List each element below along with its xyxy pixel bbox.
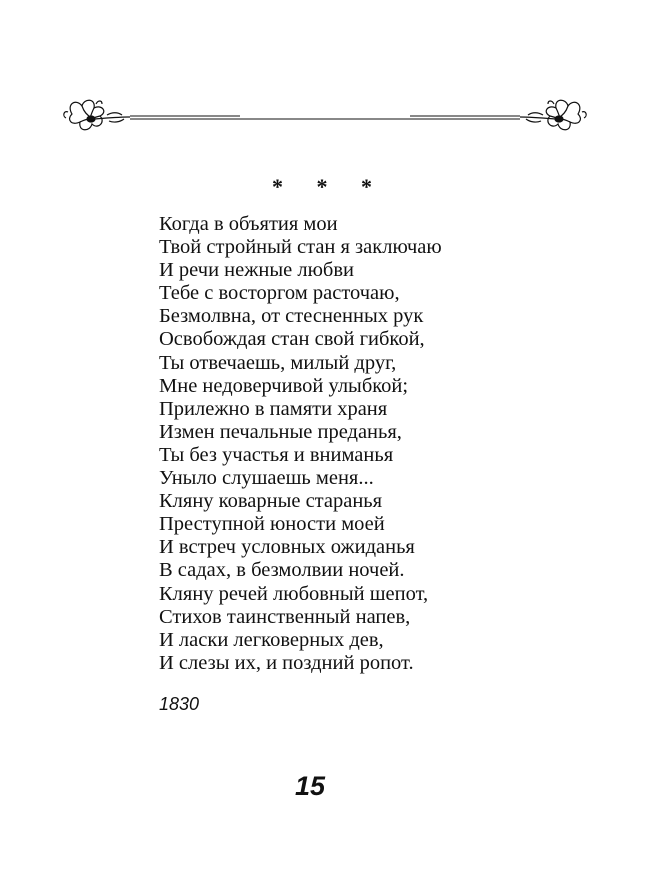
poem-line: Уныло слушаешь меня... xyxy=(159,467,374,490)
poem-year: 1830 xyxy=(159,694,200,714)
poem-line: Стихов таинственный напев, xyxy=(159,605,411,628)
poem-line: Мне недоверчивой улыбкой; xyxy=(159,374,409,397)
poem-line: И ласки легковерных дев, xyxy=(159,628,384,651)
poem-line: Преступной юности моей xyxy=(159,513,385,536)
header-ornament xyxy=(62,92,588,142)
poem-line: В садах, в безмолвии ночей. xyxy=(159,559,405,582)
poem-line: Кляну коварные старанья xyxy=(159,490,383,513)
poem-line: Измен печальные преданья, xyxy=(159,420,402,443)
poem-body xyxy=(159,213,579,675)
poem-line: Ты без участья и вниманья xyxy=(159,443,394,466)
header-ornament-graphic xyxy=(62,92,588,142)
section-separator: * * * xyxy=(272,174,386,199)
right-butterfly-flower-icon xyxy=(520,100,586,130)
poem-line: И слезы их, и поздний ропот. xyxy=(159,651,414,674)
poem-line: Твой стройный стан я заключаю xyxy=(159,236,442,259)
poem-line: Ты отвечаешь, милый друг, xyxy=(159,351,397,374)
poem-line: Когда в объятия мои xyxy=(159,213,338,235)
poem-line: Кляну речей любовный шепот, xyxy=(159,582,429,605)
page-number: 15 xyxy=(294,771,326,801)
poem-line: Освобождая стан свой гибкой, xyxy=(159,328,425,351)
poem-line: И встреч условных ожиданья xyxy=(159,536,415,559)
poem-line: Безмолвна, от стесненных рук xyxy=(159,305,424,328)
left-butterfly-flower-icon xyxy=(64,100,130,130)
poem-line: Тебе с восторгом расточаю, xyxy=(159,282,400,305)
poem-line: Прилежно в памяти храня xyxy=(159,397,388,420)
poem-line: И речи нежные любви xyxy=(159,259,355,282)
